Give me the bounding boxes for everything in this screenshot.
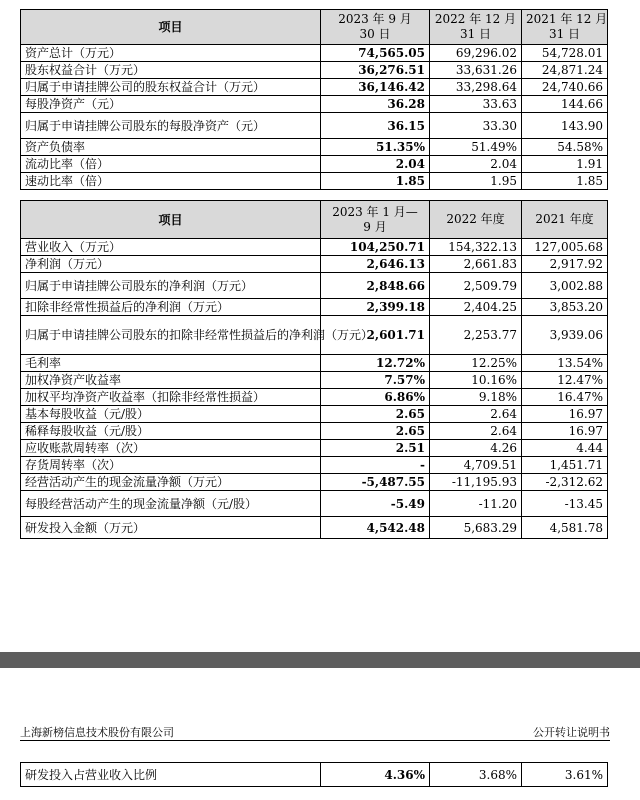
- document-title: 公开转让说明书: [533, 726, 610, 739]
- row-label: 研发投入占营业收入比例: [21, 763, 321, 787]
- value-2021: 3,939.06: [522, 316, 608, 355]
- value-2022: 33.63: [430, 96, 522, 113]
- value-2021: 4,581.78: [522, 517, 608, 539]
- header-divider: [20, 740, 610, 741]
- value-2023: 36.15: [321, 113, 430, 139]
- value-2022: 154,322.13: [430, 239, 522, 256]
- header-item: 项目: [21, 10, 321, 45]
- value-2021: 16.97: [522, 406, 608, 423]
- financial-position-table: [20, 9, 608, 190]
- row-label: 归属于申请挂牌公司的股东权益合计（万元）: [21, 79, 321, 96]
- value-2022: 33,298.64: [430, 79, 522, 96]
- value-2022: 4.26: [430, 440, 522, 457]
- row-label: 归属于申请挂牌公司股东的净利润（万元）: [21, 273, 321, 299]
- value-2021: 3,002.88: [522, 273, 608, 299]
- table-row: [21, 406, 608, 423]
- value-2022: 2.64: [430, 406, 522, 423]
- value-2021: 3.61%: [522, 763, 608, 787]
- value-2021: 127,005.68: [522, 239, 608, 256]
- row-label: 归属于申请挂牌公司股东的每股净资产（元）: [21, 113, 321, 139]
- value-2021: 13.54%: [522, 355, 608, 372]
- value-2023: 2,646.13: [321, 256, 430, 273]
- value-2023: 4,542.48: [321, 517, 430, 539]
- value-2021: 2,917.92: [522, 256, 608, 273]
- value-2021: 144.66: [522, 96, 608, 113]
- row-label: 加权平均净资产收益率（扣除非经常性损益）: [21, 389, 321, 406]
- row-label: 加权净资产收益率: [21, 372, 321, 389]
- company-name: 上海新榜信息技术股份有限公司: [20, 726, 174, 739]
- table-row: [21, 355, 608, 372]
- row-label: 流动比率（倍）: [21, 156, 321, 173]
- row-label: 净利润（万元）: [21, 256, 321, 273]
- row-label: 应收账款周转率（次）: [21, 440, 321, 457]
- value-2022: 2,404.25: [430, 299, 522, 316]
- value-2022: 2,509.79: [430, 273, 522, 299]
- value-2023: 36,276.51: [321, 62, 430, 79]
- table-header-row: [21, 10, 608, 45]
- header-item: 项目: [21, 201, 321, 239]
- table-row: [21, 440, 608, 457]
- table-row: [21, 474, 608, 491]
- value-2021: -2,312.62: [522, 474, 608, 491]
- table-row: [21, 273, 608, 299]
- row-label: 资产总计（万元）: [21, 45, 321, 62]
- value-2021: 54,728.01: [522, 45, 608, 62]
- value-2022: -11.20: [430, 491, 522, 517]
- value-2021: 24,740.66: [522, 79, 608, 96]
- value-2023: 2.65: [321, 406, 430, 423]
- value-2021: 54.58%: [522, 139, 608, 156]
- value-2023: 104,250.71: [321, 239, 430, 256]
- row-label: 营业收入（万元）: [21, 239, 321, 256]
- table-row: [21, 45, 608, 62]
- table-row: [21, 389, 608, 406]
- table-row: [21, 239, 608, 256]
- value-2021: 16.47%: [522, 389, 608, 406]
- value-2022: 33,631.26: [430, 62, 522, 79]
- value-2023: 12.72%: [321, 355, 430, 372]
- value-2022: 5,683.29: [430, 517, 522, 539]
- header-2021-year: 2021 年度: [522, 201, 608, 239]
- value-2022: 69,296.02: [430, 45, 522, 62]
- value-2022: 2,253.77: [430, 316, 522, 355]
- value-2023: 4.36%: [321, 763, 430, 787]
- value-2022: 33.30: [430, 113, 522, 139]
- value-2022: 9.18%: [430, 389, 522, 406]
- value-2022: 10.16%: [430, 372, 522, 389]
- value-2022: 2.64: [430, 423, 522, 440]
- value-2023: -: [321, 457, 430, 474]
- row-label: 速动比率（倍）: [21, 173, 321, 190]
- table-row: [21, 491, 608, 517]
- table-row: [21, 457, 608, 474]
- row-label: 每股经营活动产生的现金流量净额（元/股）: [21, 491, 321, 517]
- value-2021: 24,871.24: [522, 62, 608, 79]
- table-row: [21, 156, 608, 173]
- table-row: [21, 372, 608, 389]
- value-2021: 1.85: [522, 173, 608, 190]
- value-2022: 2,661.83: [430, 256, 522, 273]
- value-2021: 1,451.71: [522, 457, 608, 474]
- row-label: 稀释每股收益（元/股）: [21, 423, 321, 440]
- header-2022-dec: 2022 年 12 月 31 日: [430, 10, 522, 45]
- value-2023: 74,565.05: [321, 45, 430, 62]
- value-2023: 2,848.66: [321, 273, 430, 299]
- table-row: [21, 139, 608, 156]
- header-2022-year: 2022 年度: [430, 201, 522, 239]
- table-header-row: [21, 201, 608, 239]
- table-row: [21, 423, 608, 440]
- table-row: [21, 299, 608, 316]
- header-2023-sep: 2023 年 9 月 30 日: [321, 10, 430, 45]
- value-2023: 6.86%: [321, 389, 430, 406]
- table-row: [21, 256, 608, 273]
- table-row: [21, 763, 608, 787]
- table-row: [21, 62, 608, 79]
- table-row: [21, 96, 608, 113]
- row-label: 扣除非经常性损益后的净利润（万元）: [21, 299, 321, 316]
- value-2021: 16.97: [522, 423, 608, 440]
- rd-ratio-table: [20, 762, 608, 787]
- value-2021: 4.44: [522, 440, 608, 457]
- value-2022: 2.04: [430, 156, 522, 173]
- table-row: [21, 79, 608, 96]
- row-label: 每股净资产（元）: [21, 96, 321, 113]
- value-2023: 2,399.18: [321, 299, 430, 316]
- operating-results-table: [20, 200, 608, 539]
- value-2023: 2,601.71: [321, 316, 430, 355]
- row-label: 股东权益合计（万元）: [21, 62, 321, 79]
- value-2023: -5.49: [321, 491, 430, 517]
- value-2023: 36.28: [321, 96, 430, 113]
- value-2021: 1.91: [522, 156, 608, 173]
- value-2023: 2.04: [321, 156, 430, 173]
- value-2023: 7.57%: [321, 372, 430, 389]
- value-2022: 3.68%: [430, 763, 522, 787]
- row-label: 经营活动产生的现金流量净额（万元）: [21, 474, 321, 491]
- table-row: [21, 113, 608, 139]
- value-2022: 1.95: [430, 173, 522, 190]
- value-2023: 2.51: [321, 440, 430, 457]
- row-label: 存货周转率（次）: [21, 457, 321, 474]
- value-2023: 2.65: [321, 423, 430, 440]
- value-2023: -5,487.55: [321, 474, 430, 491]
- row-label: 归属于申请挂牌公司股东的扣除非经常性损益后的净利润（万元）: [21, 316, 321, 355]
- value-2021: -13.45: [522, 491, 608, 517]
- header-2021-dec: 2021 年 12 月 31 日: [522, 10, 608, 45]
- row-label: 研发投入金额（万元）: [21, 517, 321, 539]
- row-label: 基本每股收益（元/股）: [21, 406, 321, 423]
- value-2023: 51.35%: [321, 139, 430, 156]
- value-2022: 4,709.51: [430, 457, 522, 474]
- value-2021: 143.90: [522, 113, 608, 139]
- value-2022: 12.25%: [430, 355, 522, 372]
- page-break-band: [0, 652, 640, 668]
- value-2023: 36,146.42: [321, 79, 430, 96]
- value-2021: 3,853.20: [522, 299, 608, 316]
- header-2023-jan-sep: 2023 年 1 月— 9 月: [321, 201, 430, 239]
- value-2022: 51.49%: [430, 139, 522, 156]
- value-2022: -11,195.93: [430, 474, 522, 491]
- table-row: [21, 173, 608, 190]
- value-2021: 12.47%: [522, 372, 608, 389]
- table-row: [21, 316, 608, 355]
- table-row: [21, 517, 608, 539]
- row-label: 毛利率: [21, 355, 321, 372]
- row-label: 资产负债率: [21, 139, 321, 156]
- value-2023: 1.85: [321, 173, 430, 190]
